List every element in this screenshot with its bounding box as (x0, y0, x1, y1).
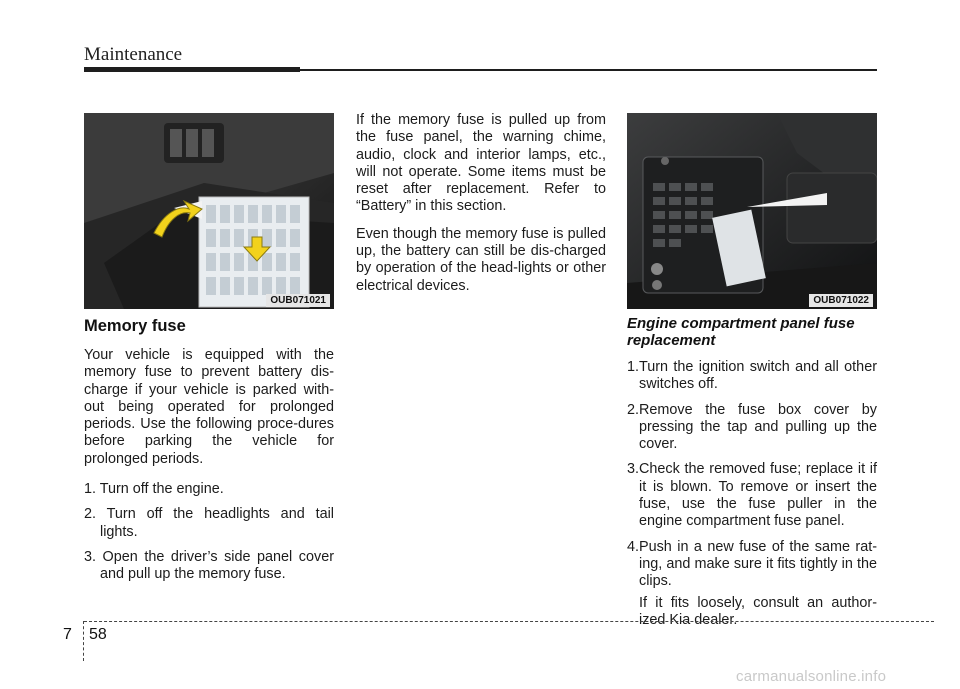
memory-fuse-title: Memory fuse (84, 317, 186, 335)
memory-fuse-step: 3. Open the driver’s side panel cover and pull up the memory fuse. (84, 548, 334, 583)
engine-panel-title: Engine compartment panel fuse replacement (627, 315, 855, 349)
page-header-title: Maintenance (84, 44, 183, 65)
engine-panel-step: 2.Remove the fuse box cover by pressing the tap and pulling up the cover. (627, 401, 877, 453)
memory-fuse-note-2: Even though the memory fuse is pulled up, the battery can still be dis-charged by operation of the head-lights or other electrical devices. (356, 225, 606, 294)
memory-fuse-section (84, 316, 334, 592)
engine-panel-note: If it fits loosely, consult an author-ized Kia dealer. (639, 594, 877, 628)
header-rule-thin (300, 69, 877, 71)
memory-fuse-step: 2. Turn off the headlights and tail lights. (84, 506, 334, 540)
image-code-left: OUB071021 (266, 294, 330, 307)
page-number: 58 (89, 626, 107, 643)
engine-fuse-photo (627, 113, 877, 309)
chapter-number: 7 (63, 626, 72, 643)
engine-panel-step: 3.Check the removed fuse; replace it if it is blown. To remove or insert the fuse, use the fuse puller in the engine compartment fuse panel. (627, 461, 877, 530)
memory-fuse-photo (84, 113, 334, 309)
memory-fuse-steps (84, 481, 334, 583)
memory-fuse-note-1: If the memory fuse is pulled up from the fuse panel, the warning chime, audio, clock and interior lamps, etc., will not operate. Some items must be reset after replacement. Refer to “Battery” in this section. (356, 112, 606, 215)
watermark-text: carmanualsonline.info (736, 668, 887, 685)
engine-panel-steps (627, 359, 877, 591)
footer-divider (83, 621, 84, 661)
engine-panel-step: 4.Push in a new fuse of the same rat-ing, and make sure it fits tightly in the clips. (627, 538, 877, 590)
memory-fuse-notes (356, 112, 606, 305)
engine-panel-section (627, 315, 877, 629)
driver-panel-illustration (84, 113, 334, 309)
memory-fuse-intro: Your vehicle is equipped with the memory fuse to prevent battery dis-charge if your vehicle is parked with-out being operated for prolonged periods. Use the following proce-dures before parking the vehicle for prolonged periods. (84, 347, 334, 467)
memory-fuse-step: 1. Turn off the engine. (84, 481, 224, 498)
image-code-right: OUB071022 (809, 294, 873, 307)
footer-rule (84, 621, 934, 622)
engine-panel-step: 1.Turn the ignition switch and all other switches off. (627, 359, 877, 393)
header-rule-thick (84, 67, 300, 72)
engine-compartment-illustration (627, 113, 877, 309)
